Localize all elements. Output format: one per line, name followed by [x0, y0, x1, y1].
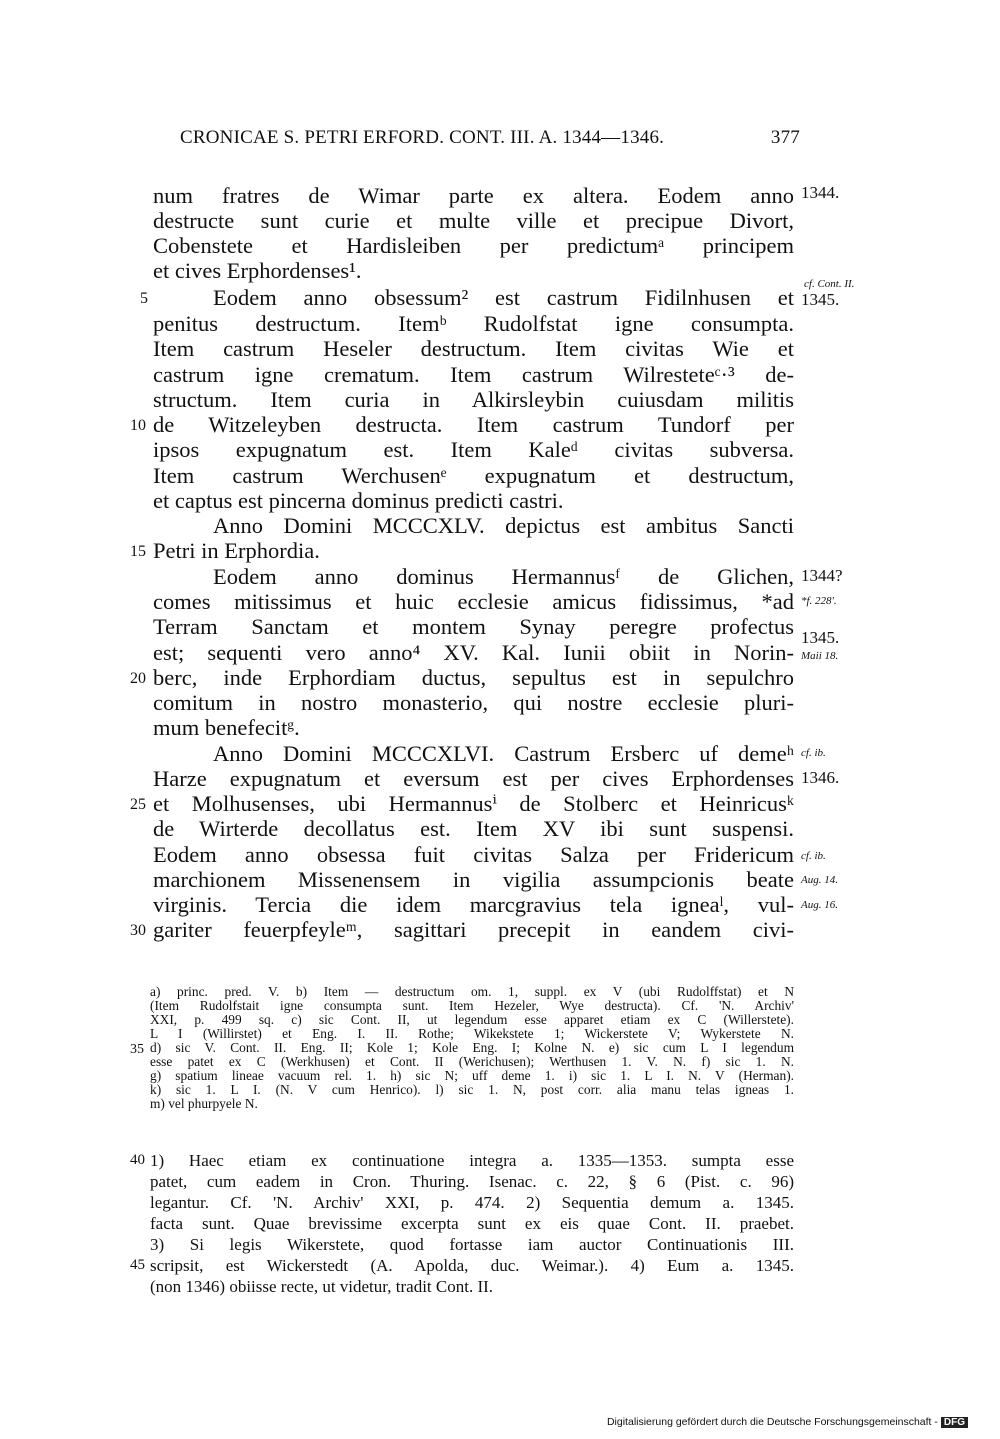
margin-date: 1344?: [801, 566, 843, 585]
footnote-line: legantur. Cf. 'N. Archiv' XXI, p. 474. 2) Sequentia demum a. 1345.: [150, 1193, 794, 1212]
text-line: Cobenstete et Hardisleiben per predictumᵃ principem: [153, 233, 794, 258]
margin-date: 1345.: [801, 628, 840, 647]
line-number: 15: [130, 543, 146, 560]
text-line: ipsos expugnatum est. Item Kaleᵈ civitas subversa.: [153, 437, 794, 462]
text-line: Eodem anno dominus Hermannusᶠ de Glichen,: [213, 564, 794, 589]
line-number: 5: [140, 290, 148, 307]
text-line: Petri in Erphordia.: [153, 538, 320, 563]
margin-ref: cf. ib.: [801, 850, 826, 862]
line-number: 10: [130, 417, 146, 434]
margin-date-small: Aug. 16.: [801, 899, 838, 911]
text-line: Anno Domini MCCCXLVI. Castrum Ersberc uf demeʰ: [213, 741, 794, 766]
footnote-line: 3) Si legis Wikerstete, quod fortasse iam auctor Continuationis III.: [150, 1235, 794, 1254]
digitization-credit: [607, 1416, 968, 1428]
text-line: mum benefecitᵍ.: [153, 715, 300, 740]
text-line: comitum in nostro monasterio, qui nostre ecclesie pluri-: [153, 690, 794, 715]
text-line: castrum igne crematum. Item castrum Wilresteteᶜ·³ de-: [153, 362, 794, 387]
running-header: [180, 127, 800, 149]
text-line: comes mitissimus et huic ecclesie amicus fidissimus, *ad: [153, 589, 794, 614]
text-line: et Molhusenses, ubi Hermannusⁱ de Stolberc et Heinricusᵏ: [153, 791, 794, 816]
footnote-line: (non 1346) obiisse recte, ut videtur, tradit Cont. II.: [150, 1277, 494, 1296]
footnote-line: patet, cum eadem in Cron. Thuring. Isenac. c. 22, § 6 (Pist. c. 96): [150, 1172, 794, 1191]
apparatus-line: (Item Rudolfstait igne consumpta sunt. Item Hezeler, Wye destructa). Cf. 'N. Archiv': [150, 998, 794, 1013]
text-line: marchionem Missenensem in vigilia assumpcionis beate: [153, 867, 794, 892]
apparatus-line: g) spatium lineae vacuum rel. 1. h) sic N; uff deme 1. i) sic 1. L I. N. V (Herman).: [150, 1068, 794, 1083]
credit-text: Digitalisierung gefördert durch die Deutsche Forschungsgemeinschaft -: [606, 1416, 938, 1428]
apparatus-line: m) vel phurpyele N.: [150, 1096, 258, 1111]
footnote-line: 1) Haec etiam ex continuatione integra a. 1335—1353. sumpta esse: [150, 1151, 794, 1170]
text-line: Harze expugnatum et eversum est per cives Erphordenses: [153, 766, 794, 791]
text-line: Terram Sanctam et montem Synay peregre profectus: [153, 614, 794, 639]
apparatus-line: L I (Willirstet) et Eng. I. II. Rothe; Wikekstete 1; Wickerstete V; Wykerstete N.: [150, 1026, 794, 1041]
text-line: gariter feuerpfeyleᵐ, sagittari precepit in eandem civi-: [153, 917, 794, 942]
margin-date-small: Aug. 14.: [801, 874, 838, 886]
text-line: Eodem anno obsessum² est castrum Fidilnhusen et: [213, 285, 794, 310]
dfg-logo: DFG: [941, 1417, 968, 1428]
margin-ref: *f. 228'.: [801, 595, 837, 607]
text-line: penitus destructum. Itemᵇ Rudolfstat igne consumpta.: [153, 311, 794, 336]
page-number: 377: [770, 127, 800, 148]
margin-ref: cf. Cont. II.: [804, 278, 855, 290]
apparatus-line: k) sic 1. L I. (N. V cum Henrico). l) sic 1. N, post corr. alia manu telas igneas 1.: [150, 1082, 794, 1097]
margin-date: 1346.: [801, 768, 840, 787]
line-number: 30: [130, 922, 146, 939]
text-line: num fratres de Wimar parte ex altera. Eodem anno: [153, 183, 794, 208]
margin-date: 1345.: [801, 290, 840, 309]
line-number: 35: [130, 1042, 144, 1057]
apparatus-line: esse patet ex C (Werkhusen) et Cont. II (Werichusen); Werthusen 1. V. N. f) sic 1. N.: [150, 1054, 794, 1069]
text-line: structum. Item curia in Alkirsleybin cuiusdam militis: [153, 387, 794, 412]
footnote-line: scripsit, est Wickerstedt (A. Apolda, duc. Weimar.). 4) Eum a. 1345.: [150, 1256, 794, 1275]
margin-date: 1344.: [801, 183, 840, 202]
line-number: 40: [130, 1152, 145, 1168]
line-number: 45: [130, 1257, 145, 1273]
text-line: virginis. Tercia die idem marcgravius tela igneaˡ, vul-: [153, 892, 794, 917]
text-line: destructe sunt curie et multe ville et precipue Divort,: [153, 208, 794, 233]
text-line: est; sequenti vero anno⁴ XV. Kal. Iunii obiit in Norin-: [153, 640, 794, 665]
text-line: et captus est pincerna dominus predicti castri.: [153, 488, 564, 513]
text-line: berc, inde Erphordiam ductus, sepultus est in sepulchro: [153, 665, 794, 690]
running-title: CRONICAE S. PETRI ERFORD. CONT. III. A. 1344—1346.: [180, 127, 665, 148]
text-line: de Witzeleyben destructa. Item castrum Tundorf per: [153, 412, 794, 437]
line-number: 25: [130, 796, 146, 813]
margin-date-small: Maii 18.: [801, 650, 839, 662]
margin-ref: cf. ib.: [801, 747, 826, 759]
text-line: Anno Domini MCCCXLV. depictus est ambitus Sancti: [213, 513, 794, 538]
footnote-line: facta sunt. Quae brevissime excerpta sunt ex eis quae Cont. II. praebet.: [150, 1214, 794, 1233]
text-line: et cives Erphordenses¹.: [153, 258, 362, 283]
text-line: Item castrum Heseler destructum. Item civitas Wie et: [153, 336, 794, 361]
text-line: de Wirterde decollatus est. Item XV ibi sunt suspensi.: [153, 816, 794, 841]
apparatus-line: d) sic V. Cont. II. Eng. II; Kole 1; Kole Eng. I; Kolne N. e) sic cum L I legendum: [150, 1040, 794, 1055]
text-line: Eodem anno obsessa fuit civitas Salza per Fridericum: [153, 842, 794, 867]
text-line: Item castrum Werchusenᵉ expugnatum et destructum,: [153, 463, 794, 488]
apparatus-line: XXI, p. 499 sq. c) sic Cont. II, ut legendum esse apparet etiam ex C (Willerstete).: [150, 1012, 794, 1027]
apparatus-line: a) princ. pred. V. b) Item — destructum om. 1, suppl. ex V (ubi Rudolffstat) et N: [150, 984, 794, 999]
line-number: 20: [130, 670, 146, 687]
